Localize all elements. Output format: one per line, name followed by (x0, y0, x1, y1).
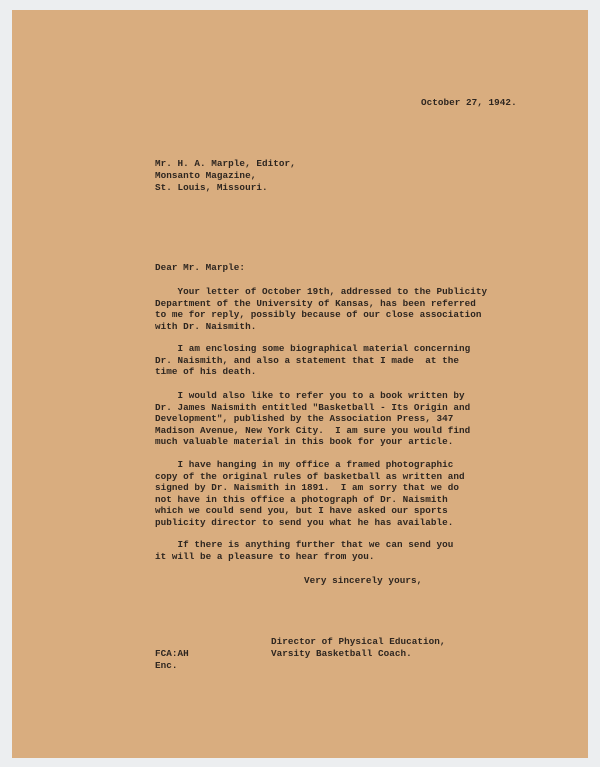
text-line: Development", published by the Association Press, 347 (155, 413, 454, 424)
text-line: Department of the University of Kansas, has been referred (155, 297, 476, 309)
closing: Very sincerely yours, (304, 575, 423, 586)
reference-line: FCA:AH (155, 648, 189, 659)
signature-line: Varsity Basketball Coach. (271, 648, 412, 659)
text-line: Your letter of October 19th, addressed to the Publicity (155, 286, 488, 297)
text-line: Madison Avenue, New York City. I am sure you would find (155, 424, 471, 436)
text-line: Dr. Naismith, and also a statement that I made at the (155, 354, 459, 366)
text-line: I would also like to refer you to a book written by (155, 390, 465, 401)
text-line: much valuable material in this book for your article. (155, 436, 454, 447)
text-line: it will be a pleasure to hear from you. (155, 550, 375, 562)
text-line: copy of the original rules of basketball as written and (155, 470, 465, 482)
text-line: I have hanging in my office a framed photographic (155, 459, 454, 470)
text-line: with Dr. Naismith. (155, 320, 257, 332)
text-line: time of his death. (155, 366, 257, 377)
text-line: not have in this office a photograph of Dr. Naismith (155, 493, 448, 505)
reference-line: Enc. (155, 660, 178, 671)
text-line: publicity director to send you what he has available. (155, 516, 454, 528)
address-line: Monsanto Magazine, (155, 170, 257, 181)
text-line: to me for reply, possibly because of our close association (155, 309, 482, 320)
salutation: Dear Mr. Marple: (155, 262, 246, 273)
text-line: Dr. James Naismith entitled "Basketball - Its Origin and (155, 401, 471, 413)
letter-date: October 27, 1942. (421, 97, 517, 108)
text-line: If there is anything further that we can send you (155, 539, 454, 550)
text-line: I am enclosing some biographical material concerning (155, 343, 471, 354)
address-line: St. Louis, Missouri. (155, 182, 268, 193)
text-line: signed by Dr. Naismith in 1891. I am sorry that we do (155, 482, 459, 493)
address-line: Mr. H. A. Marple, Editor, (155, 158, 296, 169)
text-line: which we could send you, but I have asked our sports (155, 505, 448, 516)
signature-line: Director of Physical Education, (271, 636, 446, 647)
